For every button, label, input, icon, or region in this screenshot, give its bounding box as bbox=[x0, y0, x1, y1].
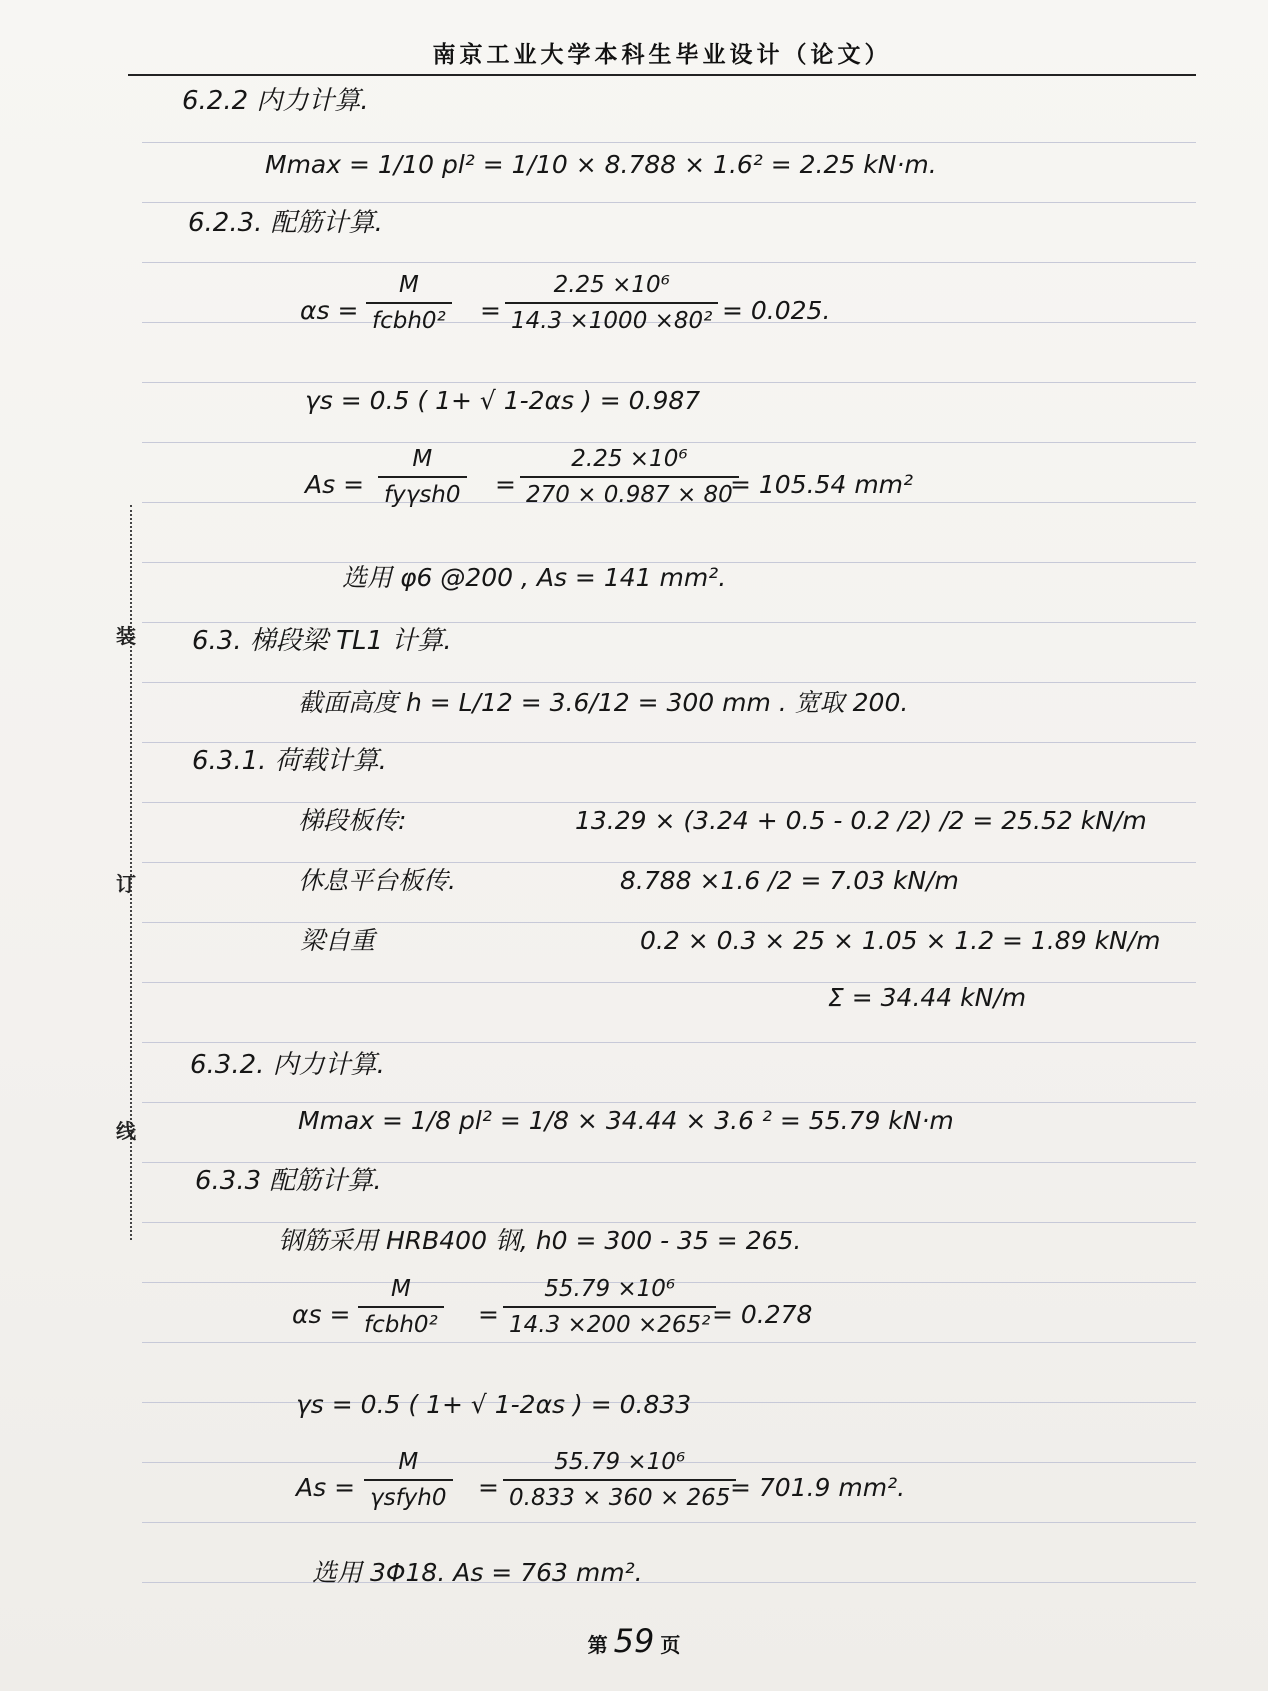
alpha-s-fraction-symbolic bbox=[366, 272, 452, 334]
steel-grade-line: 钢筋采用 HRB400 钢, h0 = 300 - 35 = 265. bbox=[278, 1226, 802, 1255]
page-header: 南京工业大学本科生毕业设计（论文） bbox=[432, 41, 892, 68]
alpha-s-fraction-numeric bbox=[503, 1276, 716, 1338]
gamma-s-equation: γs = 0.5 ( 1+ √ 1-2αs ) = 0.987 bbox=[305, 386, 701, 415]
as-fraction-symbolic bbox=[364, 1449, 453, 1511]
ruled-line bbox=[142, 142, 1196, 143]
binding-char-ding: 订 bbox=[116, 872, 136, 896]
gamma-s-equation: γs = 0.5 ( 1+ √ 1-2αs ) = 0.833 bbox=[296, 1390, 692, 1419]
ruled-line bbox=[142, 1222, 1196, 1223]
fraction-numerator: 55.79 ×10⁶ bbox=[554, 1449, 686, 1475]
ruled-line bbox=[142, 1522, 1196, 1523]
footer-prefix: 第 bbox=[587, 1633, 608, 1657]
fraction-numerator: M bbox=[398, 1449, 419, 1475]
as-fraction-symbolic bbox=[378, 446, 467, 508]
fraction-numerator: M bbox=[412, 446, 433, 472]
as-fraction-numeric bbox=[503, 1449, 736, 1511]
fraction-bar bbox=[366, 302, 452, 304]
ruled-line bbox=[142, 1102, 1196, 1103]
ruled-line bbox=[142, 202, 1196, 203]
footer-suffix: 页 bbox=[660, 1633, 681, 1657]
fraction-bar bbox=[503, 1306, 716, 1308]
binding-char-xian: 线 bbox=[116, 1119, 136, 1143]
alpha-s-fraction-numeric bbox=[505, 272, 718, 334]
ruled-line bbox=[142, 982, 1196, 983]
ruled-line bbox=[142, 742, 1196, 743]
ruled-line bbox=[142, 382, 1196, 383]
load-value-stair-slab: 13.29 × (3.24 + 0.5 - 0.2 /2) /2 = 25.52 kN/m bbox=[575, 806, 1147, 835]
ruled-line bbox=[142, 802, 1196, 803]
ruled-line bbox=[142, 262, 1196, 263]
load-label-self-weight: 梁自重 bbox=[300, 926, 376, 955]
ruled-line bbox=[142, 1042, 1196, 1043]
ruled-line bbox=[142, 922, 1196, 923]
rebar-choice-6-2-3: 选用 φ6 @200 , As = 141 mm². bbox=[342, 563, 727, 592]
section-heading-6-3-1: 6.3.1. 荷载计算. bbox=[192, 746, 387, 776]
fraction-numerator: 2.25 ×10⁶ bbox=[553, 272, 670, 298]
ruled-line bbox=[142, 442, 1196, 443]
fraction-bar bbox=[503, 1479, 736, 1481]
fraction-numerator: 2.25 ×10⁶ bbox=[571, 446, 688, 472]
header-rule bbox=[128, 74, 1196, 76]
section-heading-6-2-2: 6.2.2 内力计算. bbox=[182, 86, 369, 116]
equals-sign: = bbox=[478, 1473, 499, 1502]
section-height-line: 截面高度 h = L/12 = 3.6/12 = 300 mm . 宽取 200. bbox=[298, 688, 909, 717]
fraction-numerator: M bbox=[390, 1276, 411, 1302]
equals-sign: = bbox=[495, 470, 516, 499]
section-heading-6-3-2: 6.3.2. 内力计算. bbox=[190, 1050, 385, 1080]
rebar-choice-6-3-3: 选用 3Φ18. As = 763 mm². bbox=[312, 1558, 643, 1587]
fraction-denominator: fcbh0² bbox=[372, 308, 446, 334]
fraction-bar bbox=[364, 1479, 453, 1481]
load-value-landing-slab: 8.788 ×1.6 /2 = 7.03 kN/m bbox=[620, 866, 959, 895]
as-label: As = bbox=[296, 1473, 356, 1502]
fraction-bar bbox=[520, 476, 739, 478]
fraction-denominator: fcbh0² bbox=[364, 1312, 438, 1338]
ruled-line bbox=[142, 622, 1196, 623]
fraction-denominator: fyγsh0 bbox=[384, 482, 461, 508]
section-heading-6-2-3: 6.2.3. 配筋计算. bbox=[188, 208, 383, 238]
fraction-bar bbox=[358, 1306, 444, 1308]
fraction-bar bbox=[505, 302, 718, 304]
alpha-s-fraction-symbolic bbox=[358, 1276, 444, 1338]
section-heading-6-3-3: 6.3.3 配筋计算. bbox=[195, 1166, 382, 1196]
ruled-line bbox=[142, 1342, 1196, 1343]
load-label-stair-slab: 梯段板传: bbox=[298, 806, 407, 835]
page-number: 59 bbox=[613, 1622, 655, 1660]
ruled-line bbox=[142, 1162, 1196, 1163]
ruled-line bbox=[142, 682, 1196, 683]
fraction-denominator: 14.3 ×1000 ×80² bbox=[511, 308, 713, 334]
mmax-equation-6-2-2: Mmax = 1/10 pl² = 1/10 × 8.788 × 1.6² = 2.25 kN·m. bbox=[265, 150, 937, 179]
alpha-s-label: αs = bbox=[292, 1300, 351, 1329]
load-value-self-weight: 0.2 × 0.3 × 25 × 1.05 × 1.2 = 1.89 kN/m bbox=[640, 926, 1161, 955]
as-fraction-numeric bbox=[520, 446, 739, 508]
equals-sign: = bbox=[478, 1300, 499, 1329]
fraction-numerator: M bbox=[398, 272, 419, 298]
load-label-landing-slab: 休息平台板传. bbox=[298, 866, 456, 895]
binding-char-zhuang: 装 bbox=[116, 624, 136, 648]
fraction-denominator: 0.833 × 360 × 265 bbox=[509, 1485, 731, 1511]
alpha-s-label: αs = bbox=[300, 296, 359, 325]
as-result: = 105.54 mm² bbox=[730, 470, 914, 499]
as-result: = 701.9 mm². bbox=[730, 1473, 906, 1502]
as-label: As = bbox=[305, 470, 365, 499]
fraction-bar bbox=[378, 476, 467, 478]
alpha-s-result: = 0.278 bbox=[712, 1300, 813, 1329]
equals-sign: = bbox=[480, 296, 501, 325]
ruled-line bbox=[142, 1582, 1196, 1583]
alpha-s-result: = 0.025. bbox=[722, 296, 831, 325]
ruled-line bbox=[142, 862, 1196, 863]
section-heading-6-3: 6.3. 梯段梁 TL1 计算. bbox=[192, 626, 452, 656]
load-sum: Σ = 34.44 kN/m bbox=[828, 983, 1027, 1012]
fraction-denominator: 270 × 0.987 × 80 bbox=[526, 482, 733, 508]
fraction-denominator: 14.3 ×200 ×265² bbox=[509, 1312, 711, 1338]
fraction-denominator: γsfyh0 bbox=[370, 1485, 447, 1511]
page-footer bbox=[0, 1622, 1268, 1660]
mmax-equation-6-3-2: Mmax = 1/8 pl² = 1/8 × 34.44 × 3.6 ² = 55.79 kN·m bbox=[298, 1106, 954, 1135]
fraction-numerator: 55.79 ×10⁶ bbox=[544, 1276, 676, 1302]
